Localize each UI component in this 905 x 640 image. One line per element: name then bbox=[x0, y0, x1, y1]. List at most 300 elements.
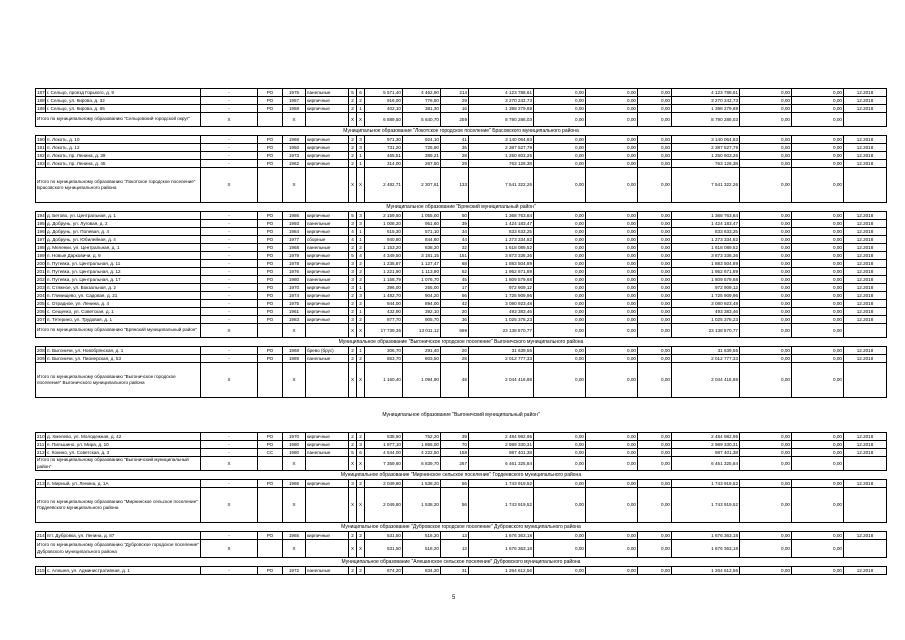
cell-p: 20 bbox=[441, 347, 469, 355]
cell-date: 12.2018 bbox=[844, 268, 887, 276]
cell-date: 12.2018 bbox=[844, 144, 887, 152]
cell-z1: 0,00 bbox=[534, 457, 586, 471]
row-number: 187 bbox=[37, 89, 45, 95]
placeholder-cell: X bbox=[283, 540, 306, 558]
cell-rep: - bbox=[201, 160, 258, 168]
cell-p: 29 bbox=[441, 160, 469, 168]
cell-z2: 0,00 bbox=[586, 441, 638, 449]
cell-date: 12.2018 bbox=[844, 152, 887, 160]
cell-date: 12.2018 bbox=[844, 228, 887, 236]
cell-a: 940,80 bbox=[365, 236, 403, 244]
cell-total: 1 743 919,52 bbox=[672, 480, 740, 488]
cell-year: 1984 bbox=[283, 228, 306, 236]
empty-cell bbox=[844, 324, 887, 338]
cell-z3: 0,00 bbox=[638, 236, 672, 244]
cell-p: 158 bbox=[441, 449, 469, 457]
cell-floors: 3 bbox=[349, 276, 357, 284]
cell-date: 12.2018 bbox=[844, 480, 887, 488]
cell-sum: 833 633,25 bbox=[469, 228, 534, 236]
cell-material: панельные bbox=[306, 355, 349, 363]
cell-z1: 0,00 bbox=[534, 212, 586, 220]
cell-entrances: 3 bbox=[357, 136, 365, 144]
placeholder-cell: X bbox=[349, 363, 357, 398]
cell-z2: 0,00 bbox=[586, 244, 638, 252]
cell-z2: 0,00 bbox=[586, 363, 638, 398]
cell-entrances: 2 bbox=[357, 433, 365, 441]
cell-z4: 0,00 bbox=[740, 113, 792, 127]
cell-z1: 0,00 bbox=[534, 324, 586, 338]
cell-total: 1 424 183,47 bbox=[672, 220, 740, 228]
cell-b: 803,50 bbox=[403, 355, 441, 363]
section-title: Муниципальное образование "Выгоничский муниципальный район" bbox=[36, 398, 887, 433]
cell-z3: 0,00 bbox=[638, 480, 672, 488]
cell-z3: 0,00 bbox=[638, 449, 672, 457]
address-cell: п. Локоть, д. 10 bbox=[46, 136, 201, 144]
placeholder-cell: X bbox=[357, 113, 365, 127]
cell-z4: 0,00 bbox=[740, 316, 792, 324]
table-row bbox=[36, 220, 887, 228]
cell-z5: 0,00 bbox=[792, 97, 844, 105]
cell-rep: - bbox=[201, 480, 258, 488]
cell-z2: 0,00 bbox=[586, 168, 638, 203]
table-row bbox=[36, 244, 887, 252]
cell-rep: - bbox=[201, 441, 258, 449]
placeholder-cell: X bbox=[349, 457, 357, 471]
empty-cell bbox=[258, 457, 283, 471]
table-row bbox=[36, 105, 887, 113]
cell-sum: 987 401,38 bbox=[469, 449, 534, 457]
cell-entrances: 2 bbox=[357, 355, 365, 363]
cell-floors: 4 bbox=[349, 236, 357, 244]
cell-material: кирпичные bbox=[306, 308, 349, 316]
subtotal-row bbox=[36, 324, 887, 338]
empty-cell bbox=[306, 540, 349, 558]
cell-z3: 0,00 bbox=[638, 363, 672, 398]
cell-year: 1993 bbox=[283, 220, 306, 228]
cell-floors: 2 bbox=[349, 244, 357, 252]
cell-ro: РО bbox=[258, 260, 283, 268]
cell-a: 4 349,50 bbox=[365, 252, 403, 260]
cell-total: 4 123 788,61 bbox=[672, 89, 740, 97]
cell-sum: 1 025 378,23 bbox=[469, 316, 534, 324]
cell-p: 39 bbox=[441, 433, 469, 441]
cell-total: 3 140 064,83 bbox=[672, 136, 740, 144]
cell-b: 5 640,70 bbox=[403, 113, 441, 127]
cell-z2: 0,00 bbox=[586, 228, 638, 236]
section-header-row bbox=[36, 398, 887, 433]
cell-rep: - bbox=[201, 316, 258, 324]
cell-z4: 0,00 bbox=[740, 105, 792, 113]
cell-total: 1 883 504,89 bbox=[672, 260, 740, 268]
cell-date: 12.2018 bbox=[844, 284, 887, 292]
cell-a: 2 159,50 bbox=[365, 212, 403, 220]
cell-z5: 0,00 bbox=[792, 212, 844, 220]
cell-entrances: 1 bbox=[357, 236, 365, 244]
cell-entrances: 2 bbox=[357, 276, 365, 284]
cell-a: 1 235,87 bbox=[365, 260, 403, 268]
cell-year: 1980 bbox=[283, 441, 306, 449]
cell-material: панельные bbox=[306, 220, 349, 228]
empty-cell bbox=[258, 324, 283, 338]
cell-z3: 0,00 bbox=[638, 212, 672, 220]
address-cell: п. Локоть, пр. Ленина, д. 45 bbox=[46, 160, 201, 168]
table-row bbox=[36, 276, 887, 284]
cell-z1: 0,00 bbox=[534, 113, 586, 127]
table-row bbox=[36, 89, 887, 97]
cell-ro: РО bbox=[258, 97, 283, 105]
subtotal-label: Итого по муниципальному образованию "Брянский муниципальный район" bbox=[36, 324, 201, 338]
cell-z1: 0,00 bbox=[534, 252, 586, 260]
cell-z2: 0,00 bbox=[586, 488, 638, 523]
cell-z1: 0,00 bbox=[534, 300, 586, 308]
cell-z3: 0,00 bbox=[638, 308, 672, 316]
subtotal-label: Итого по муниципальному образованию "Выгоничское городское поселение" Выгоничского муниципального района bbox=[36, 363, 201, 398]
cell-z2: 0,00 bbox=[586, 113, 638, 127]
cell-z5: 0,00 bbox=[792, 441, 844, 449]
cell-entrances: 2 bbox=[357, 316, 365, 324]
cell-b: 834,20 bbox=[403, 567, 441, 575]
cell-z4: 0,00 bbox=[740, 488, 792, 523]
cell-material: кирпичные bbox=[306, 480, 349, 488]
cell-total: 1 743 919,52 bbox=[672, 488, 740, 523]
cell-floors: 3 bbox=[349, 220, 357, 228]
cell-z2: 0,00 bbox=[586, 136, 638, 144]
cell-p: 42 bbox=[441, 300, 469, 308]
cell-z1: 0,00 bbox=[534, 168, 586, 203]
cell-date: 12.2018 bbox=[844, 220, 887, 228]
cell-ro: РО bbox=[258, 89, 283, 97]
cell-year: 1986 bbox=[283, 480, 306, 488]
section-header-row bbox=[36, 203, 887, 212]
cell-z5: 0,00 bbox=[792, 567, 844, 575]
cell-p: 31 bbox=[441, 567, 469, 575]
section-title: Муниципальное образование "Дубровское городское поселение" Дубровского муниципального района bbox=[36, 523, 887, 532]
cell-p: 214 bbox=[441, 89, 469, 97]
cell-sum: 1 398 279,69 bbox=[469, 105, 534, 113]
cell-entrances: 2 bbox=[357, 268, 365, 276]
cell-ro: РО bbox=[258, 433, 283, 441]
cell-a: 1 221,90 bbox=[365, 268, 403, 276]
table-row bbox=[36, 433, 887, 441]
cell-floors: 2 bbox=[349, 300, 357, 308]
cell-floors: 2 bbox=[349, 144, 357, 152]
cell-a: 306,70 bbox=[365, 347, 403, 355]
cell-z3: 0,00 bbox=[638, 567, 672, 575]
cell-ro: РО bbox=[258, 355, 283, 363]
subtotal-row bbox=[36, 113, 887, 127]
cell-a: 1 482,70 bbox=[365, 292, 403, 300]
cell-a: 874,20 bbox=[365, 567, 403, 575]
cell-z4: 0,00 bbox=[740, 532, 792, 540]
cell-date: 12.2018 bbox=[844, 300, 887, 308]
table-row bbox=[36, 97, 887, 105]
cell-floors: 5 bbox=[349, 252, 357, 260]
table-row bbox=[36, 480, 887, 488]
address-cell: п. Новые Дарковичи, д. 9 bbox=[46, 252, 201, 260]
cell-total: 833 633,25 bbox=[672, 228, 740, 236]
cell-z2: 0,00 bbox=[586, 324, 638, 338]
cell-rep: - bbox=[201, 347, 258, 355]
cell-z1: 0,00 bbox=[534, 355, 586, 363]
empty-cell bbox=[258, 540, 283, 558]
cell-a: 4 544,00 bbox=[365, 449, 403, 457]
cell-z2: 0,00 bbox=[586, 540, 638, 558]
cell-z5: 0,00 bbox=[792, 284, 844, 292]
cell-z1: 0,00 bbox=[534, 144, 586, 152]
cell-p: 133 bbox=[441, 168, 469, 203]
cell-z5: 0,00 bbox=[792, 252, 844, 260]
address-cell: п. Путевка, ул. Центральная, д. 17 bbox=[46, 276, 201, 284]
cell-b: 389,21 bbox=[403, 152, 441, 160]
address-cell: п. Локоть, пр. Ленина, д. 39 bbox=[46, 152, 201, 160]
cell-entrances: 6 bbox=[357, 449, 365, 457]
cell-z1: 0,00 bbox=[534, 276, 586, 284]
cell-z1: 0,00 bbox=[534, 97, 586, 105]
cell-total: 1 725 909,96 bbox=[672, 292, 740, 300]
cell-floors: 4 bbox=[349, 228, 357, 236]
empty-cell bbox=[844, 540, 887, 558]
cell-a: 402,10 bbox=[365, 105, 403, 113]
cell-sum: 2 387 527,79 bbox=[469, 144, 534, 152]
cell-ro: РО bbox=[258, 300, 283, 308]
table-row bbox=[36, 441, 887, 449]
cell-p: 56 bbox=[441, 488, 469, 523]
table-row bbox=[36, 347, 887, 355]
cell-year: 1979 bbox=[283, 252, 306, 260]
empty-cell bbox=[306, 457, 349, 471]
cell-z4: 0,00 bbox=[740, 212, 792, 220]
cell-z3: 0,00 bbox=[638, 268, 672, 276]
subtotal-label: Итого по муниципальному образованию "Выгоничский муниципальный район" bbox=[36, 457, 201, 471]
cell-z3: 0,00 bbox=[638, 292, 672, 300]
cell-a: 877,70 bbox=[365, 316, 403, 324]
cell-entrances: 1 bbox=[357, 228, 365, 236]
cell-floors: 2 bbox=[349, 532, 357, 540]
cell-material: кирпичные bbox=[306, 292, 349, 300]
section-header-row bbox=[36, 471, 887, 480]
cell-z3: 0,00 bbox=[638, 113, 672, 127]
placeholder-cell: X bbox=[283, 168, 306, 203]
cell-z1: 0,00 bbox=[534, 160, 586, 168]
cell-material: кирпичные bbox=[306, 300, 349, 308]
empty-cell bbox=[306, 324, 349, 338]
cell-b: 3 181,15 bbox=[403, 252, 441, 260]
cell-z3: 0,00 bbox=[638, 347, 672, 355]
cell-p: 17 bbox=[441, 284, 469, 292]
cell-floors: 2 bbox=[349, 152, 357, 160]
cell-ro: РО bbox=[258, 532, 283, 540]
cell-a: 731,20 bbox=[365, 144, 403, 152]
cell-z3: 0,00 bbox=[638, 316, 672, 324]
cell-a: 5 571,40 bbox=[365, 89, 403, 97]
cell-sum: 1 618 089,52 bbox=[469, 244, 534, 252]
cell-rep: - bbox=[201, 567, 258, 575]
cell-total: 987 401,38 bbox=[672, 449, 740, 457]
cell-entrances: 6 bbox=[357, 89, 365, 97]
cell-z2: 0,00 bbox=[586, 252, 638, 260]
cell-date: 12.2018 bbox=[844, 292, 887, 300]
table-row bbox=[36, 152, 887, 160]
cell-material: кирпичные bbox=[306, 252, 349, 260]
cell-year: 1989 bbox=[283, 355, 306, 363]
cell-entrances: 3 bbox=[357, 212, 365, 220]
cell-z5: 0,00 bbox=[792, 316, 844, 324]
cell-floors: 2 bbox=[349, 441, 357, 449]
cell-a: 396,00 bbox=[365, 284, 403, 292]
cell-date: 12.2018 bbox=[844, 160, 887, 168]
cell-z3: 0,00 bbox=[638, 540, 672, 558]
cell-entrances: 2 bbox=[357, 97, 365, 105]
cell-z5: 0,00 bbox=[792, 144, 844, 152]
cell-z5: 0,00 bbox=[792, 355, 844, 363]
section-header-row bbox=[36, 338, 887, 347]
cell-date: 12.2018 bbox=[844, 441, 887, 449]
cell-z1: 0,00 bbox=[534, 136, 586, 144]
address-cell: д. Добрунь, ул. Юбилейная, д. 4 bbox=[46, 236, 201, 244]
cell-entrances: 2 bbox=[357, 300, 365, 308]
cell-b: 392,10 bbox=[403, 308, 441, 316]
cell-ro: РО bbox=[258, 308, 283, 316]
cell-a: 853,70 bbox=[365, 355, 403, 363]
cell-total: 1 264 612,56 bbox=[672, 567, 740, 575]
section-title: Муниципальное образование "Выгоничское городское поселение" Выгоничского муниципального района bbox=[36, 338, 887, 347]
cell-z3: 0,00 bbox=[638, 433, 672, 441]
address-cell: п. Мирный, ул. Ленина, д. 1А bbox=[46, 480, 201, 488]
row-number: 208 bbox=[37, 347, 45, 353]
cell-year: 1957 bbox=[283, 97, 306, 105]
cell-total: 3 270 242,73 bbox=[672, 97, 740, 105]
cell-z1: 0,00 bbox=[534, 433, 586, 441]
cell-p: 28 bbox=[441, 355, 469, 363]
cell-z5: 0,00 bbox=[792, 433, 844, 441]
cell-z2: 0,00 bbox=[586, 144, 638, 152]
cell-z5: 0,00 bbox=[792, 220, 844, 228]
cell-b: 2 307,61 bbox=[403, 168, 441, 203]
cell-a: 916,00 bbox=[365, 97, 403, 105]
empty-cell bbox=[306, 488, 349, 523]
cell-z4: 0,00 bbox=[740, 228, 792, 236]
placeholder-cell: X bbox=[201, 168, 258, 203]
cell-z5: 0,00 bbox=[792, 308, 844, 316]
cell-z5: 0,00 bbox=[792, 268, 844, 276]
cell-z4: 0,00 bbox=[740, 355, 792, 363]
cell-a: 1 153,20 bbox=[365, 244, 403, 252]
placeholder-cell: X bbox=[357, 324, 365, 338]
cell-a: 1 008,20 bbox=[365, 220, 403, 228]
cell-material: кирпичные bbox=[306, 136, 349, 144]
cell-b: 1 127,47 bbox=[403, 260, 441, 268]
cell-z3: 0,00 bbox=[638, 244, 672, 252]
cell-z3: 0,00 bbox=[638, 284, 672, 292]
cell-b: 6 839,70 bbox=[403, 457, 441, 471]
empty-cell bbox=[258, 113, 283, 127]
empty-cell bbox=[844, 168, 887, 203]
address-cell: п. Локоть, д. 12 bbox=[46, 144, 201, 152]
cell-z5: 0,00 bbox=[792, 136, 844, 144]
cell-total: 1 676 363,18 bbox=[672, 532, 740, 540]
cell-ro: РО bbox=[258, 567, 283, 575]
cell-z3: 0,00 bbox=[638, 488, 672, 523]
cell-z3: 0,00 bbox=[638, 220, 672, 228]
cell-total: 3 080 923,48 bbox=[672, 300, 740, 308]
address-cell: д. Бетово, ул. Центральная, д. 1 bbox=[46, 212, 201, 220]
cell-ro: РО bbox=[258, 220, 283, 228]
cell-material: брево (брус) bbox=[306, 347, 349, 355]
cell-floors: 2 bbox=[349, 136, 357, 144]
table-row bbox=[36, 292, 887, 300]
cell-z2: 0,00 bbox=[586, 347, 638, 355]
cell-z4: 0,00 bbox=[740, 457, 792, 471]
cell-total: 1 809 579,68 bbox=[672, 276, 740, 284]
cell-floors: 3 bbox=[349, 316, 357, 324]
cell-total: 8 790 286,03 bbox=[672, 113, 740, 127]
cell-sum: 1 368 763,84 bbox=[469, 212, 534, 220]
cell-z4: 0,00 bbox=[740, 236, 792, 244]
cell-p: 29 bbox=[441, 97, 469, 105]
cell-a: 531,50 bbox=[365, 540, 403, 558]
cell-z5: 0,00 bbox=[792, 540, 844, 558]
cell-date: 12.2018 bbox=[844, 532, 887, 540]
row-number: 190 bbox=[37, 136, 45, 142]
cell-rep: - bbox=[201, 152, 258, 160]
cell-ro: РО bbox=[258, 244, 283, 252]
address-cell: д. Хмелево, ул. Молодежная, д. 42 bbox=[46, 433, 201, 441]
section-header-row bbox=[36, 558, 887, 567]
address-cell: п. Путевка, ул. Центральная, д. 12 bbox=[46, 268, 201, 276]
address-cell: д. Добрунь, ул. Луговая, д. 2 bbox=[46, 220, 201, 228]
cell-z1: 0,00 bbox=[534, 316, 586, 324]
cell-z2: 0,00 bbox=[586, 160, 638, 168]
cell-entrances: 2 bbox=[357, 532, 365, 540]
cell-sum: 23 138 570,77 bbox=[469, 324, 534, 338]
cell-p: 45 bbox=[441, 276, 469, 284]
section-header-row bbox=[36, 523, 887, 532]
table-row bbox=[36, 449, 887, 457]
section-title: Муниципальное образование "Брянский муниципальный район" bbox=[36, 203, 887, 212]
cell-floors: 2 bbox=[349, 105, 357, 113]
cell-a: 838,50 bbox=[365, 433, 403, 441]
row-number: 200 bbox=[37, 260, 45, 266]
cell-total: 1 398 279,69 bbox=[672, 105, 740, 113]
table-row bbox=[36, 228, 887, 236]
placeholder-cell: X bbox=[349, 540, 357, 558]
cell-date: 12.2018 bbox=[844, 89, 887, 97]
cell-sum: 3 140 064,83 bbox=[469, 136, 534, 144]
placeholder-cell: X bbox=[201, 363, 258, 398]
cell-z1: 0,00 bbox=[534, 228, 586, 236]
row-number: 196 bbox=[37, 228, 45, 234]
cell-b: 924,10 bbox=[403, 136, 441, 144]
cell-total: 2 989 330,31 bbox=[672, 441, 740, 449]
cell-sum: 1 676 363,18 bbox=[469, 540, 534, 558]
cell-p: 699 bbox=[441, 324, 469, 338]
cell-entrances: 2 bbox=[357, 567, 365, 575]
cell-entrances: 3 bbox=[357, 292, 365, 300]
cell-z3: 0,00 bbox=[638, 136, 672, 144]
cell-b: 1 865,00 bbox=[403, 441, 441, 449]
cell-material: сборные bbox=[306, 236, 349, 244]
cell-floors: 2 bbox=[349, 355, 357, 363]
table-row bbox=[36, 268, 887, 276]
cell-material: панельные bbox=[306, 276, 349, 284]
cell-sum: 1 809 579,68 bbox=[469, 276, 534, 284]
cell-z3: 0,00 bbox=[638, 457, 672, 471]
cell-z2: 0,00 bbox=[586, 284, 638, 292]
address-cell: с. Алешня, ул. Административная, д. 1 bbox=[46, 567, 201, 575]
cell-total: 1 273 334,82 bbox=[672, 236, 740, 244]
cell-floors: 5 bbox=[349, 449, 357, 457]
empty-cell bbox=[306, 113, 349, 127]
